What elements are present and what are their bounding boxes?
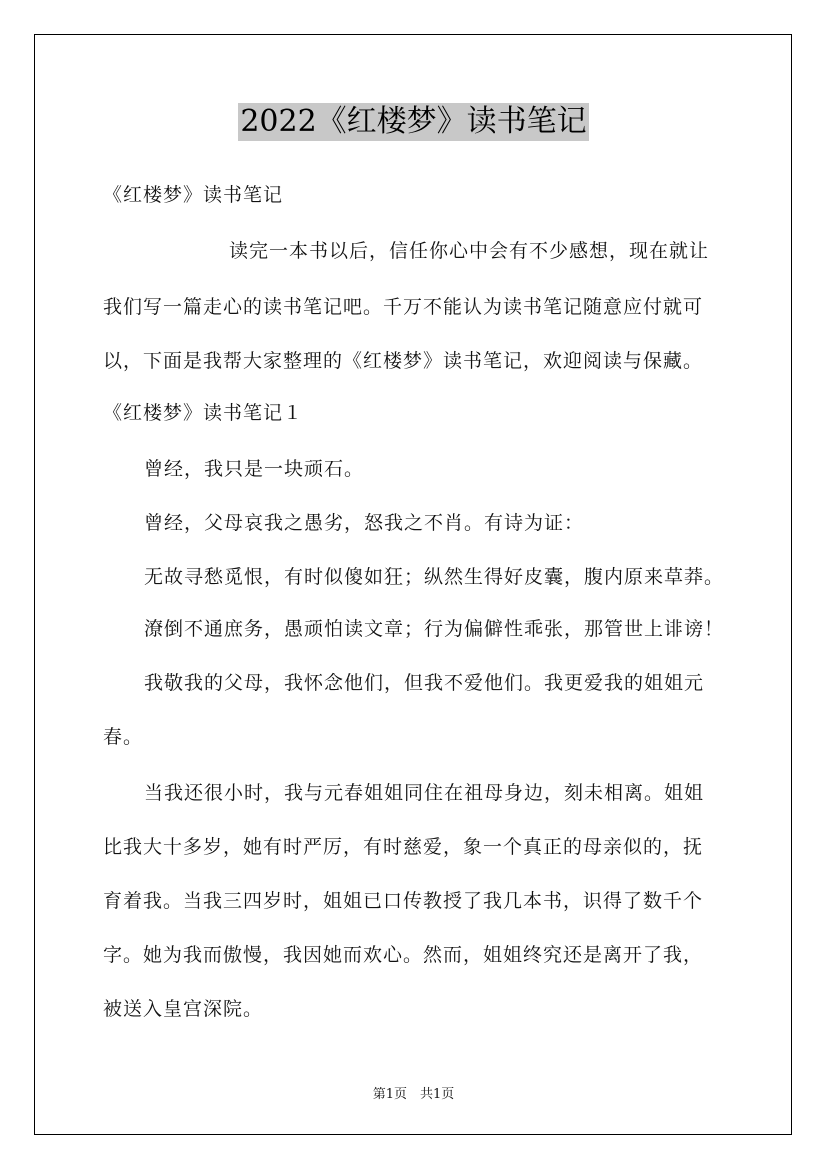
paragraph-line: 我们写一篇走心的读书笔记吧。千万不能认为读书笔记随意应付就可	[103, 296, 704, 318]
paragraph-line: 当我还很小时，我与元春姐姐同住在祖母身边，刻未相离。姐姐	[144, 782, 705, 804]
paragraph-line: 我敬我的父母，我怀念他们，但我不爱他们。我更爱我的姐姐元	[144, 672, 705, 694]
paragraph-line: 以，下面是我帮大家整理的《红楼梦》读书笔记，欢迎阅读与保藏。	[103, 350, 704, 372]
paragraph-line: 比我大十多岁，她有时严厉，有时慈爱，象一个真正的母亲似的，抚	[103, 836, 704, 858]
paragraph-line: 曾经，父母哀我之愚劣，怒我之不肖。有诗为证：	[144, 512, 585, 534]
paragraph-line: 读完一本书以后，信任你心中会有不少感想，现在就让	[229, 240, 710, 262]
poem-line: 潦倒不通庶务，愚顽怕读文章；行为偏僻性乖张，那管世上诽谤！	[144, 618, 725, 640]
paragraph-line: 字。她为我而傲慢，我因她而欢心。然而，姐姐终究还是离开了我，	[103, 944, 704, 966]
section-heading: 《红楼梦》读书笔记	[103, 184, 284, 206]
paragraph-line: 春。	[103, 726, 144, 748]
page-footer: 第1页 共1页	[372, 1087, 455, 1102]
title-container	[0, 103, 827, 141]
paragraph-line: 育着我。当我三四岁时，姐姐已口传教授了我几本书，识得了数千个	[103, 890, 704, 912]
poem-line: 无故寻愁觅恨，有时似傻如狂；纵然生得好皮囊，腹内原来草莽。	[144, 566, 725, 588]
paragraph-line: 被送入皇宫深院。	[103, 998, 264, 1020]
document-title: 2022《红楼梦》读书笔记	[240, 104, 587, 139]
section-heading: 《红楼梦》读书笔记１	[103, 402, 304, 424]
paragraph-line: 曾经，我只是一块顽石。	[144, 458, 365, 480]
